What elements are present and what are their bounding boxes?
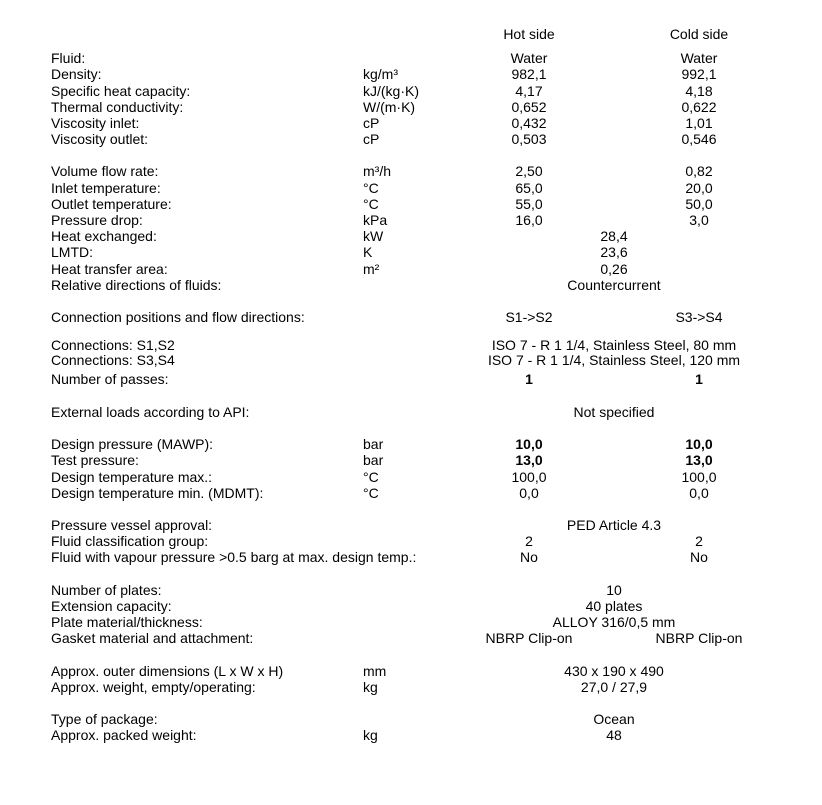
row-unit: °C: [363, 469, 379, 485]
hot-value: 2,50: [515, 163, 543, 179]
table-row: [0, 115, 822, 131]
row-label: Viscosity inlet:: [51, 115, 140, 131]
table-row: [0, 196, 822, 212]
row-label: Specific heat capacity:: [51, 83, 191, 99]
row-unit: m³/h: [363, 163, 391, 179]
hot-value: 16,0: [515, 212, 543, 228]
table-row: [0, 131, 822, 147]
row-label: Pressure drop:: [51, 212, 143, 228]
row-unit: cP: [363, 131, 380, 147]
table-row: [0, 582, 822, 598]
cold-side-header: Cold side: [669, 26, 729, 42]
row-unit: kW: [363, 228, 384, 244]
row-label: Number of plates:: [51, 582, 162, 598]
cold-value: 10,0: [685, 436, 713, 452]
hot-value: S1->S2: [505, 309, 553, 325]
table-row: [0, 549, 822, 565]
shared-value: ISO 7 - R 1 1/4, Stainless Steel, 120 mm: [487, 352, 741, 368]
cold-value: 992,1: [681, 66, 717, 82]
row-label: Pressure vessel approval:: [51, 517, 213, 533]
shared-value: PED Article 4.3: [566, 517, 662, 533]
table-row: [0, 371, 822, 387]
cold-value: 50,0: [685, 196, 713, 212]
shared-value: 0,26: [600, 261, 628, 277]
table-row: [0, 711, 822, 727]
table-row: [0, 679, 822, 695]
hot-value: NBRP Clip-on: [485, 630, 573, 646]
table-row: [0, 99, 822, 115]
table-row: [0, 517, 822, 533]
shared-value: 27,0 / 27,9: [580, 679, 648, 695]
row-label: Thermal conductivity:: [51, 99, 184, 115]
row-label: Fluid:: [51, 50, 86, 66]
hot-value: 1: [525, 371, 533, 387]
row-unit: kg/m³: [363, 66, 398, 82]
table-row: [0, 485, 822, 501]
row-unit: bar: [363, 436, 384, 452]
table-row: [0, 452, 822, 468]
table-row: [0, 180, 822, 196]
row-label: Gasket material and attachment:: [51, 630, 254, 646]
row-label: Density:: [51, 66, 102, 82]
row-label: Extension capacity:: [51, 598, 172, 614]
cold-value: No: [690, 549, 708, 565]
row-unit: K: [363, 244, 373, 260]
table-row: [0, 404, 822, 420]
row-unit: W/(m·K): [363, 99, 416, 115]
table-row: [0, 261, 822, 277]
table-row: [0, 163, 822, 179]
cold-value: 0,546: [681, 131, 717, 147]
row-label: LMTD:: [51, 244, 93, 260]
hot-side-header: Hot side: [503, 26, 555, 42]
table-row: [0, 83, 822, 99]
hot-value: 982,1: [511, 66, 547, 82]
hot-value: Water: [510, 50, 548, 66]
row-unit: kPa: [363, 212, 388, 228]
table-row: [0, 352, 822, 368]
hot-value: 13,0: [515, 452, 543, 468]
shared-value: ALLOY 316/0,5 mm: [552, 614, 676, 630]
row-unit: °C: [363, 196, 379, 212]
shared-value: 48: [606, 727, 622, 743]
row-unit: mm: [363, 663, 387, 679]
shared-value: ISO 7 - R 1 1/4, Stainless Steel, 80 mm: [491, 337, 737, 353]
table-row: [0, 337, 822, 353]
cold-value: 4,18: [685, 83, 713, 99]
row-unit: m²: [363, 261, 380, 277]
shared-value: Not specified: [573, 404, 655, 420]
cold-value: 0,0: [689, 485, 709, 501]
table-row: [0, 277, 822, 293]
shared-value: Countercurrent: [567, 277, 661, 293]
table-row: [0, 228, 822, 244]
cold-value: 20,0: [685, 180, 713, 196]
table-row: [0, 212, 822, 228]
row-label: Design pressure (MAWP):: [51, 436, 214, 452]
row-label: Heat transfer area:: [51, 261, 168, 277]
row-label: Heat exchanged:: [51, 228, 157, 244]
row-label: Approx. weight, empty/operating:: [51, 679, 256, 695]
row-unit: °C: [363, 485, 379, 501]
cold-value: 100,0: [681, 469, 717, 485]
hot-value: 4,17: [515, 83, 543, 99]
shared-value: 10: [606, 582, 622, 598]
row-label: Fluid classification group:: [51, 533, 209, 549]
row-label: Volume flow rate:: [51, 163, 159, 179]
row-label: Viscosity outlet:: [51, 131, 149, 147]
hot-value: 2: [525, 533, 533, 549]
row-unit: cP: [363, 115, 380, 131]
table-row: [0, 436, 822, 452]
hot-value: 65,0: [515, 180, 543, 196]
hot-value: No: [520, 549, 538, 565]
shared-value: 430 x 190 x 490: [564, 663, 664, 679]
cold-value: 0,622: [681, 99, 717, 115]
cold-value: 2: [695, 533, 703, 549]
row-label: Relative directions of fluids:: [51, 277, 222, 293]
row-label: Number of passes:: [51, 371, 169, 387]
table-row: [0, 50, 822, 66]
row-label: External loads according to API:: [51, 404, 250, 420]
cold-value: 13,0: [685, 452, 713, 468]
cold-value: 1,01: [685, 115, 713, 131]
shared-value: Ocean: [593, 711, 635, 727]
cold-value: 1: [695, 371, 703, 387]
row-unit: °C: [363, 180, 379, 196]
row-unit: bar: [363, 452, 384, 468]
row-label: Approx. packed weight:: [51, 727, 197, 743]
cold-value: S3->S4: [675, 309, 723, 325]
row-label: Connection positions and flow directions:: [51, 309, 305, 325]
table-row: [0, 614, 822, 630]
hot-value: 0,432: [511, 115, 547, 131]
row-label: Design temperature max.:: [51, 469, 213, 485]
table-row: [0, 630, 822, 646]
row-label: Plate material/thickness:: [51, 614, 203, 630]
row-label: Type of package:: [51, 711, 158, 727]
shared-value: 23,6: [600, 244, 628, 260]
table-row: [0, 663, 822, 679]
row-unit: kg: [363, 727, 378, 743]
row-unit: kg: [363, 679, 378, 695]
row-label: Approx. outer dimensions (L x W x H): [51, 663, 284, 679]
table-row: [0, 469, 822, 485]
cold-value: 0,82: [685, 163, 713, 179]
cold-value: NBRP Clip-on: [655, 630, 743, 646]
hot-value: 0,0: [519, 485, 539, 501]
row-label: Connections: S3,S4: [51, 352, 175, 368]
hot-value: 10,0: [515, 436, 543, 452]
shared-value: 40 plates: [585, 598, 643, 614]
row-label: Design temperature min. (MDMT):: [51, 485, 264, 501]
shared-value: 28,4: [600, 228, 628, 244]
row-label: Outlet temperature:: [51, 196, 172, 212]
hot-value: 100,0: [511, 469, 547, 485]
row-label: Test pressure:: [51, 452, 139, 468]
table-row: [0, 309, 822, 325]
table-row: [0, 598, 822, 614]
hot-value: 0,503: [511, 131, 547, 147]
row-label: Connections: S1,S2: [51, 337, 175, 353]
row-label: Fluid with vapour pressure >0.5 barg at max. design temp.:: [51, 549, 417, 565]
row-label: Inlet temperature:: [51, 180, 161, 196]
table-row: [0, 66, 822, 82]
table-row: [0, 244, 822, 260]
hot-value: 55,0: [515, 196, 543, 212]
hot-value: 0,652: [511, 99, 547, 115]
table-row: [0, 533, 822, 549]
row-unit: kJ/(kg·K): [363, 83, 419, 99]
cold-value: Water: [680, 50, 718, 66]
cold-value: 3,0: [689, 212, 709, 228]
table-row: [0, 727, 822, 743]
